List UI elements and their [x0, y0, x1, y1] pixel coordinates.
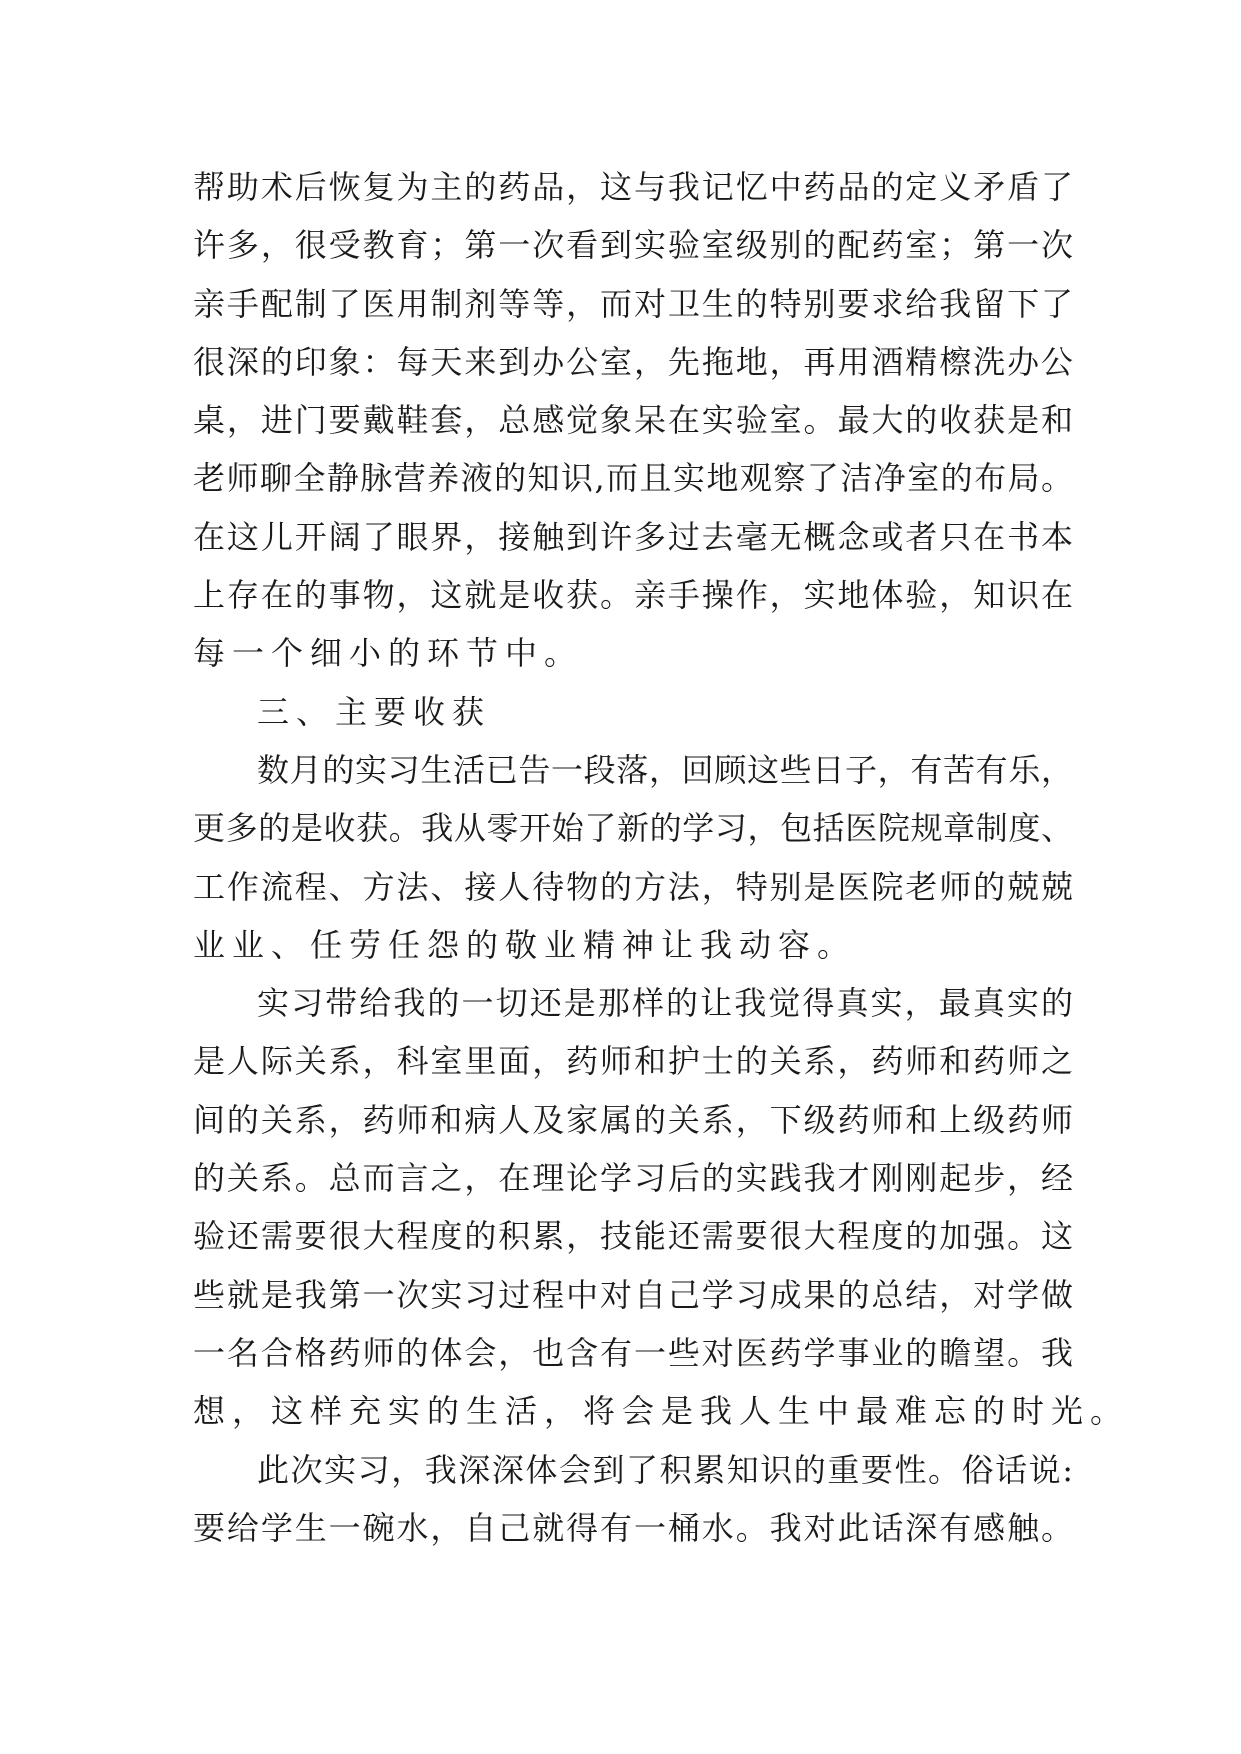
text-line: 亲手配制了医用制剂等等，而对卫生的特别要求给我留下了 [193, 284, 1073, 323]
text-line: 桌，进门要戴鞋套，总感觉象呆在实验室。最大的收获是和 [193, 401, 1073, 440]
body-text [193, 158, 1130, 1557]
text-line: 许多，很受教育；第一次看到实验室级别的配药室；第一次 [193, 226, 1073, 265]
text-line: 想，这样充实的生活，将会是我人生中最难忘的时光。 [193, 1392, 1130, 1431]
text-line: 工作流程、方法、接人待物的方法，特别是医院老师的兢兢 [193, 867, 1073, 906]
text-line: 业业、任劳任怨的敬业精神让我动容。 [193, 925, 857, 964]
section-heading: 三、主要收获 [257, 692, 492, 731]
text-line: 帮助术后恢复为主的药品，这与我记忆中药品的定义矛盾了 [193, 168, 1073, 206]
text-line: 更多的是收获。我从零开始了新的学习，包括医院规章制度、 [193, 809, 1073, 848]
text-line: 在这儿开阔了眼界，接触到许多过去毫无概念或者只在书本 [193, 517, 1073, 556]
text-line: 验还需要很大程度的积累，技能还需要很大程度的加强。这 [193, 1217, 1073, 1256]
text-line: 是人际关系，科室里面，药师和护士的关系，药师和药师之 [193, 1042, 1073, 1081]
text-line: 很深的印象：每天来到办公室，先拖地，再用酒精檫洗办公 [193, 342, 1073, 381]
text-line: 的关系。总而言之，在理论学习后的实践我才刚刚起步，经 [193, 1159, 1073, 1198]
text-line: 实习带给我的一切还是那样的让我觉得真实，最真实的 [257, 984, 1073, 1023]
text-line: 此次实习，我深深体会到了积累知识的重要性。俗话说: [257, 1450, 1073, 1489]
text-line: 一名合格药师的体会，也含有一些对医药学事业的瞻望。我 [193, 1333, 1073, 1372]
text-line: 间的关系，药师和病人及家属的关系，下级药师和上级药师 [193, 1100, 1073, 1139]
text-line: 些就是我第一次实习过程中对自己学习成果的总结，对学做 [193, 1275, 1073, 1314]
text-line: 老师聊全静脉营养液的知识,而且实地观察了洁净室的布局。 [193, 459, 1073, 498]
text-line: 每一个细小的环节中。 [193, 634, 584, 673]
text-line: 要给学生一碗水，自己就得有一桶水。我对此话深有感触。 [193, 1508, 1073, 1547]
text-line: 上存在的事物，这就是收获。亲手操作，实地体验，知识在 [193, 576, 1073, 615]
text-line: 数月的实习生活已告一段落，回顾这些日子，有苦有乐， [257, 750, 1073, 789]
